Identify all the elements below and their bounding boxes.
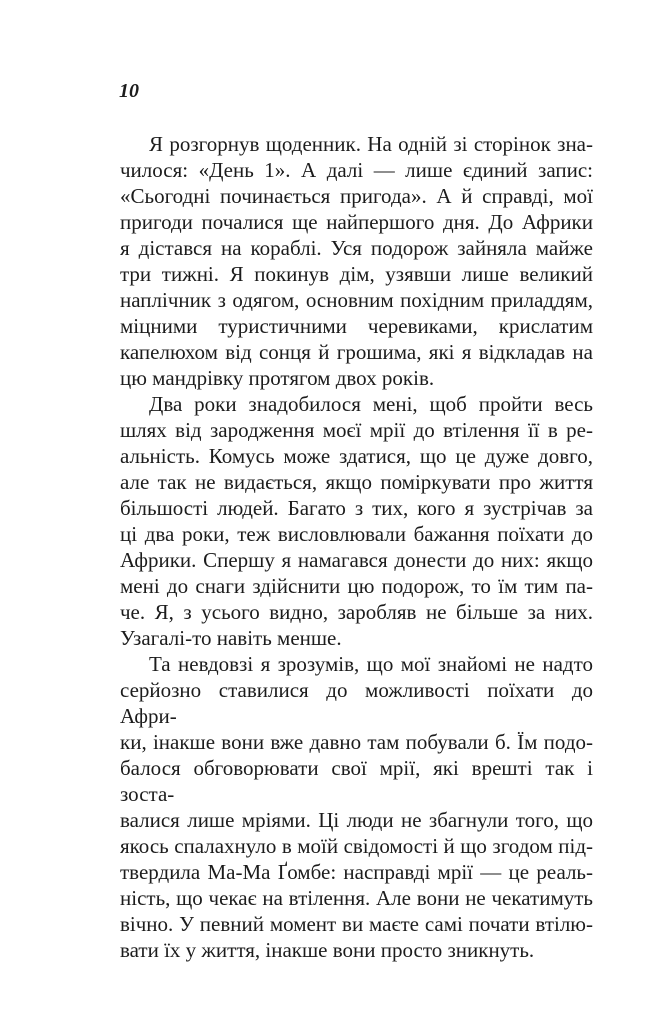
text-line: Та невдовзі я зрозумів, що мої знайомі не надто (149, 652, 593, 676)
text-line: шлях від зародження моєї мрії до втілення її в ре- (120, 418, 593, 442)
text-line: валися лише мріями. Ці люди не збагнули того, що (120, 808, 593, 832)
text-line: більшості людей. Багато з тих, кого я зустрічав за (120, 496, 593, 520)
page-number: 10 (119, 80, 139, 102)
paragraph (120, 651, 593, 963)
text-line: ність, що чекає на втілення. Але вони не чекатимуть (120, 886, 593, 910)
text-line: вічно. У певний момент ви маєте самі почати втілю- (120, 912, 593, 936)
text-line: наплічник з одягом, основним похідним приладдям, (120, 288, 593, 312)
text-line: «Сьогодні починається пригода». А й справді, мої (120, 184, 593, 208)
text-line: твердила Ма-Ма Ґомбе: насправді мрії — це реаль- (120, 860, 593, 884)
text-line: альність. Комусь може здатися, що це дуже довго, (120, 444, 593, 468)
paragraph (120, 131, 593, 391)
text-line: цю мандрівку протягом двох років. (120, 366, 435, 390)
text-line: че. Я, з усього видно, заробляв не більше за них. (120, 600, 593, 624)
text-line: вати їх у життя, інакше вони просто зникнуть. (120, 938, 535, 962)
text-line: чилося: «День 1». А далі — лише єдиний запис: (120, 158, 593, 182)
text-line: три тижні. Я покинув дім, узявши лише великий (120, 262, 593, 286)
text-line: Два роки знадобилося мені, щоб пройти весь (149, 392, 593, 416)
text-line: мені до снаги здійснити цю подорож, то їм тим па- (120, 574, 593, 598)
text-line: міцними туристичними черевиками, крислатим (120, 314, 593, 338)
text-line: балося обговорювати свої мрії, які врешті так і зоста- (120, 756, 593, 806)
text-line: ці два роки, теж висловлювали бажання поїхати до (120, 522, 593, 546)
text-line: пригоди почалися ще найпершого дня. До Африки (120, 210, 593, 234)
text-line: ки, інакше вони вже давно там побували б. Їм подо- (120, 730, 593, 754)
text-line: капелюхом від сонця й грошима, які я відкладав на (120, 340, 593, 364)
paragraph (120, 391, 593, 651)
text-line: Африки. Спершу я намагався донести до них: якщо (120, 548, 593, 572)
text-line: але так не видається, якщо поміркувати про життя (120, 470, 593, 494)
text-line: якось спалахнуло в моїй свідомості й що згодом під- (120, 834, 593, 858)
text-line: Узагалі-то навіть менше. (120, 626, 342, 650)
body-text-block (120, 131, 593, 963)
text-line: серйозно ставилися до можливості поїхати до Афри- (120, 678, 593, 728)
text-line: Я розгорнув щоденник. На одній зі сторінок зна- (149, 132, 593, 156)
text-line: я дістався на кораблі. Уся подорож зайняла майже (120, 236, 593, 260)
